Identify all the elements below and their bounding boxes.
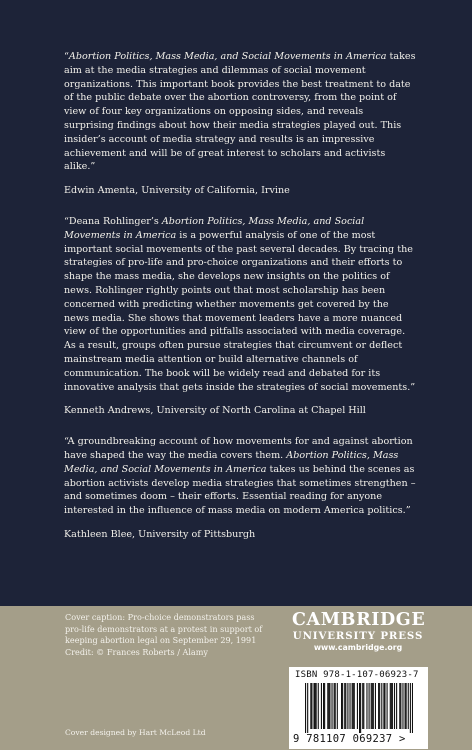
book-title: Abortion Politics, Mass Media, and Social Movements in America	[68, 51, 387, 62]
barcode-bar	[379, 683, 380, 729]
barcode-bar	[315, 683, 316, 729]
endorsements-list	[64, 50, 416, 559]
cover-footer	[0, 606, 472, 750]
barcode-bar	[345, 683, 346, 729]
barcode-bar	[396, 683, 397, 729]
barcode-bar	[327, 683, 328, 729]
barcode-bar	[316, 683, 317, 729]
barcode-bar	[375, 683, 376, 729]
barcode-bar	[372, 683, 373, 729]
barcode-bar	[357, 683, 358, 729]
publisher-name: CAMBRIDGE	[292, 610, 426, 630]
barcode-bar	[394, 683, 395, 729]
barcode-bar	[354, 683, 355, 729]
barcode-bar	[352, 683, 353, 729]
cover-caption-line: pro-life demonstrators at a protest in support of	[65, 623, 263, 634]
barcode-bar	[349, 683, 350, 729]
barcode-bar	[369, 683, 370, 729]
barcode-bar	[323, 683, 324, 729]
barcode-bar	[353, 683, 354, 729]
photo-credit: Credit: © Frances Roberts / Alamy	[65, 646, 209, 657]
barcode-bar	[406, 683, 407, 729]
book-title: Abortion Politics, Mass Media, and Social Movements in America	[64, 215, 365, 241]
book-title: Abortion Politics, Mass Media, and Social Movements in America	[64, 449, 399, 475]
barcode-bar	[362, 683, 363, 729]
cover-caption-line: Cover caption: Pro-choice demonstrators pass	[65, 612, 255, 622]
isbn-label: ISBN 978-1-107-06923-7	[295, 670, 419, 680]
barcode-bar	[313, 683, 314, 729]
barcode-bar	[387, 683, 388, 729]
barcode-bar	[408, 683, 409, 729]
barcode-bar	[391, 683, 392, 729]
isbn-barcode-box	[289, 667, 428, 749]
barcode-bar	[412, 683, 413, 733]
quote-text: “Deana Rohlinger’s	[64, 215, 162, 227]
barcode-bar	[341, 683, 342, 729]
barcode-bar	[390, 683, 391, 729]
barcode-bar	[321, 683, 322, 729]
barcode-bar	[384, 683, 385, 729]
quote-text: is a powerful analysis of one of the most important social movements of the past several decades. By tracing the strategies of pro-life and pro-choice organizations and their efforts to shape the mass media, she develops new insights on the politics of news. Rohlinger rightly points out that most scholarship has been concerned with predicting whether movements get covered by the news media. She shows that movement leaders have a more nuanced view of the opportunities and pitfalls associated with media coverage. As a result, groups often pursue strategies that circumvent or deflect mainstream media attention or build alternative channels of communication. The book will be widely read and debated for its innovative analysis that gets inside the strategies of social movements.”	[64, 229, 416, 393]
barcode-bar	[337, 683, 338, 729]
endorsement-quote	[64, 215, 416, 394]
endorsement-attribution: Edwin Amenta, University of California, Irvine	[64, 185, 290, 197]
barcode-bar	[342, 683, 343, 729]
barcode-bar	[329, 683, 330, 729]
publisher-logo	[292, 611, 424, 652]
cover-caption	[65, 612, 265, 658]
barcode-bar	[371, 683, 372, 729]
barcode-digits: 9 781107 069237 >	[293, 733, 406, 745]
barcode-bar	[328, 683, 329, 729]
barcode-bar	[335, 683, 336, 729]
barcode-bar	[378, 683, 379, 729]
barcode-bar	[402, 683, 403, 729]
barcode-icon	[305, 683, 413, 733]
quote-text: takes aim at the media strategies and dilemmas of social movement organizations. This important book provides the best treatment to date of the public debate over the abortion controversy, from the point of view of four key organizations on opposing sides, and reveals surprising findings about how their media strategies played out. This insider’s account of media strategy and results is an impressive achievement and will be of great interest to scholars and activists alike.”	[64, 51, 416, 173]
cover-caption-line: keeping abortion legal on September 29, 1991	[65, 635, 257, 646]
quote-text: “	[64, 51, 69, 62]
publisher-press: UNIVERSITY PRESS	[292, 630, 424, 642]
barcode-bar	[400, 683, 401, 729]
publisher-url: www.cambridge.org	[313, 643, 403, 652]
quote-text: “A groundbreaking account of how movements for and against abortion have shaped the way the media covers them.	[64, 436, 413, 461]
barcode-bar	[410, 683, 411, 733]
barcode-bar	[324, 683, 325, 729]
barcode-bar	[363, 683, 364, 729]
barcode-bar	[360, 683, 361, 733]
barcode-bar	[305, 683, 306, 733]
endorsement-quote	[64, 435, 416, 518]
quote-text: takes us behind the scenes as abortion activists develop media strategies that sometimes strengthen – and sometimes doom – their efforts. Essential reading for anyone interested in the influence of mass media on modern America politics.”	[64, 463, 416, 517]
barcode-bar	[318, 683, 319, 729]
barcode-bar	[347, 683, 348, 729]
barcode-bar	[307, 683, 308, 733]
barcode-bar	[344, 683, 345, 729]
barcode-bar	[399, 683, 400, 729]
barcode-bar	[334, 683, 335, 729]
endorsement-quote	[64, 50, 416, 174]
barcode-bar	[366, 683, 367, 729]
barcode-bar	[383, 683, 384, 729]
barcode-bar	[310, 683, 311, 729]
cover-designer-credit: Cover designed by Hart McLeod Ltd	[65, 728, 206, 737]
barcode-bar	[359, 683, 360, 733]
barcode-bar	[373, 683, 374, 729]
barcode-bar	[381, 683, 382, 729]
endorsement-attribution: Kathleen Blee, University of Pittsburgh	[64, 528, 256, 540]
barcode-bar	[311, 683, 312, 729]
barcode-bar	[392, 683, 393, 729]
barcode-bar	[405, 683, 406, 729]
endorsement-attribution: Kenneth Andrews, University of North Carolina at Chapel Hill	[64, 405, 366, 417]
barcode-bar	[331, 683, 332, 729]
